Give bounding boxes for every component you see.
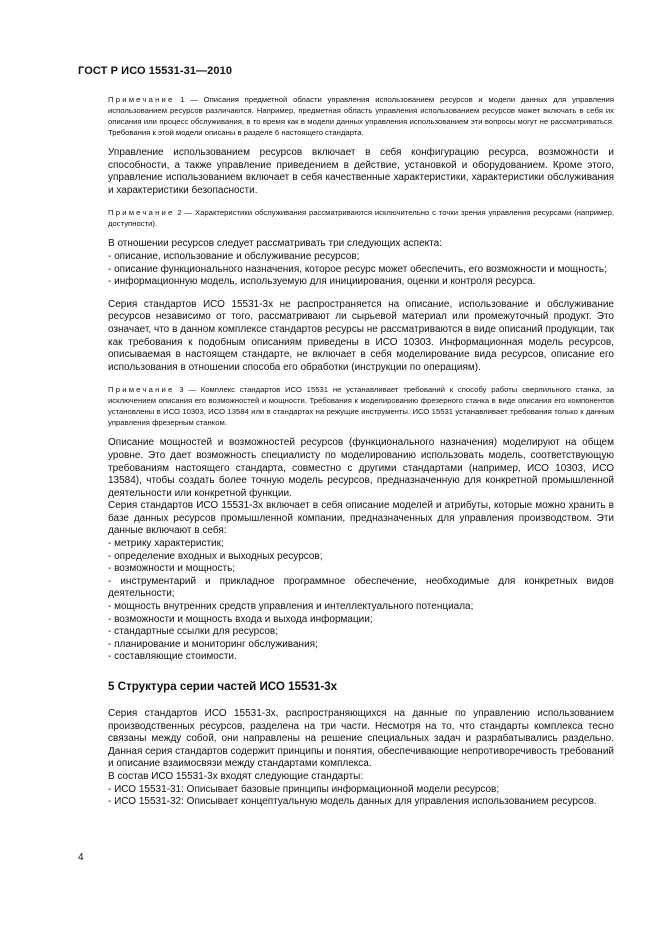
page-number: 4 [78, 852, 84, 863]
note-label: Примечание [108, 208, 175, 218]
list-item: - инструментарий и прикладное программное обеспечение, необходимые для конкретных видов деятельности; [108, 575, 614, 600]
note-1 [108, 94, 614, 138]
paragraph: Описание мощностей и возможностей ресурсов (функционального назначения) моделируют на общем уровне. Это дает возможность специалисту по моделированию использовать модель, соответствующую требованиям настоящего стандарта, совместно с другими стандартами (например, ИСО 10303, ИСО 13584), чтобы создать более точную модель ресурсов, предназначенную для конкретной промышленной деятельности или конкретной функции. [108, 437, 614, 499]
note-text: 1 — Описания предметной области управления использованием ресурсов и модели данных для управления использованием ресурсов различаются. Например, предметная область управления использованием ресурсов может включать в себя их описания или процесс обслуживания, в то время как в модели данных управления использованием эти вопросы могут не рассматриваться. Требования к этой модели описаны в разделе 6 настоящего стандарта. [108, 95, 614, 137]
list-item: - метрику характеристик; [108, 538, 224, 550]
list-item: - определение входных и выходных ресурсов; [108, 550, 323, 562]
list-item: - информационную модель, используемую для инициирования, оценки и контроля ресурса. [108, 276, 536, 288]
note-text: 3 — Комплекс стандартов ИСО 15531 не устанавливает требований к способу работы сверлильного станка, за исключением описания его возможностей и мощности. Требования к моделированию фрезерного станка в виде описания его компонентов установлены в ИСО 10303, ИСО 13584 или в стандартах на режущие инструменты. ИСО 15531 устанавливает требования только к данным управления фрезерным станком. [108, 385, 614, 428]
list-item: - ИСО 15531-31: Описывает базовые принципы информационной модели ресурсов; [108, 783, 500, 795]
paragraph: Серия стандартов ИСО 15531-3х включает в себя описание моделей и атрибуты, которые можно хранить в базе данных ресурсов промышленной компании, предназначенных для управления производством. Эти данные включают в себя: [108, 500, 614, 537]
list-item: - планирование и мониторинг обслуживания; [108, 638, 318, 650]
document-header: ГОСТ Р ИСО 15531-31—2010 [78, 65, 233, 77]
note-2 [108, 207, 614, 229]
paragraph: Серия стандартов ИСО 15531-3х, распространяющихся на данные по управлению использованием производственных ресурсов, разделена на три части. Несмотря на то, что стандарты комплекса тесно связаны между собой, они направлены на решение специальных задач и разрабатывались раздельно. Данная серия стандартов содержит принципы и понятия, обеспечивающие непротиворечивость требований и описание взаимосвязи между стандартами комплекса. [108, 708, 614, 770]
standards-list [108, 784, 614, 809]
note-text: 2 — Характеристики обслуживания рассматриваются исключительно с точки зрения управления ресурсами (например, доступности). [108, 208, 614, 229]
section-heading: 5 Структура серии частей ИСО 15531-3х [108, 680, 338, 693]
list-item: - мощность внутренних средств управления и интеллектуального потенциала; [108, 601, 474, 613]
paragraph: Управление использованием ресурсов включает в себя конфигурацию ресурса, возможности и способности, а также управление приведением в действие, установкой и оборудованием. Кроме этого, управление использованием включает в себя качественные характеристики, характеристики обслуживания и характеристики безопасности. [108, 147, 614, 196]
page-content [108, 94, 614, 809]
paragraph: В отношении ресурсов следует рассматривать три следующих аспекта: [108, 238, 442, 250]
list-item: - возможности и мощность входа и выхода информации; [108, 613, 373, 625]
paragraph: В состав ИСО 15531-3х входят следующие стандарты: [108, 770, 364, 782]
list-item: - возможности и мощность; [108, 563, 236, 575]
list-item: - описание функционального назначения, которое ресурс может обеспечить, его возможности и мощность; [108, 263, 607, 275]
note-label: Примечание [108, 385, 175, 395]
list-item: - ИСО 15531-32: Описывает концептуальную модель данных для управления использованием ресурсов. [108, 796, 597, 808]
note-label: Примечание [108, 95, 175, 104]
note-3 [108, 384, 614, 428]
aspects-list [108, 251, 614, 289]
data-list [108, 538, 614, 664]
list-item: - стандартные ссылки для ресурсов; [108, 626, 278, 638]
list-item: - составляющие стоимости. [108, 651, 237, 663]
list-item: - описание, использование и обслуживание ресурсов; [108, 250, 360, 262]
paragraph: Серия стандартов ИСО 15531-3х не распространяется на описание, использование и обслуживание ресурсов независимо от того, рассматривают ли сырьевой материал или промежуточный продукт. Это означает, что в данном комплексе стандартов ресурсы не рассматриваются в виде описаний продукции, так как требования к подобным описаниям приведены в ИСО 10303. Информационная модель ресурсов, описываемая в настоящем стандарте, не включает в себя моделирование вида ресурсов, описание его использования в отношении способа его обработки (инструкции по операциям). [108, 298, 614, 373]
